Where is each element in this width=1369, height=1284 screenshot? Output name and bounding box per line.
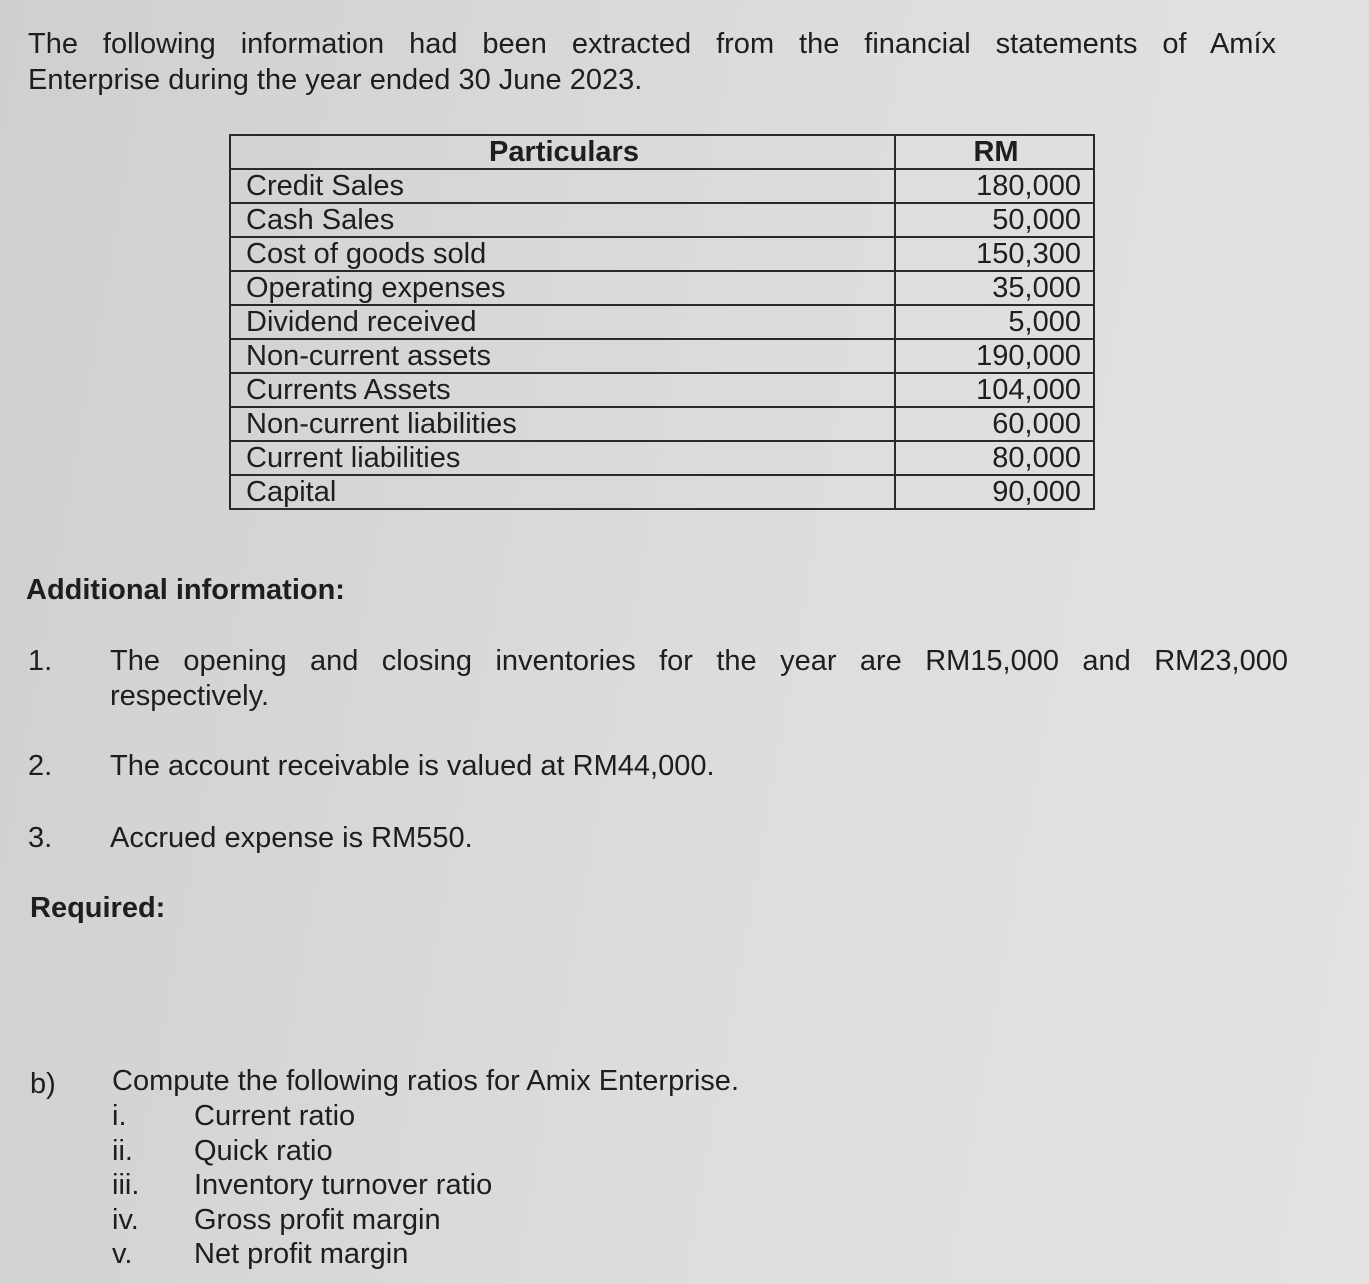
amount-cell: 50,000 <box>895 203 1094 237</box>
ratio-numeral: iv. <box>112 1203 139 1236</box>
amount-cell: 90,000 <box>895 475 1094 509</box>
required-heading: Required: <box>30 892 166 924</box>
ratio-numeral: ii. <box>112 1134 133 1167</box>
info-number: 2. <box>28 750 53 782</box>
ratio-text: Current ratio <box>194 1100 356 1132</box>
ratio-numeral: iii. <box>112 1169 140 1201</box>
intro-line-2: Enterprise during the year ended 30 June 2023. <box>28 64 643 96</box>
info-item-2 <box>28 749 715 784</box>
list-item <box>112 1134 739 1169</box>
question-b <box>30 1064 739 1272</box>
list-item <box>112 1099 739 1134</box>
amount-cell: 104,000 <box>895 373 1094 407</box>
list-item <box>112 1203 739 1238</box>
particular-cell: Non-current assets <box>230 339 895 373</box>
table-row <box>230 203 1094 237</box>
question-label: b) <box>30 1068 56 1100</box>
table-row <box>230 441 1094 475</box>
amount-cell: 150,300 <box>895 237 1094 271</box>
table-row <box>230 407 1094 441</box>
info-number: 1. <box>28 645 53 677</box>
table-row <box>230 271 1094 305</box>
particular-cell: Current liabilities <box>230 441 895 475</box>
info-text: Accrued expense is RM550. <box>110 822 473 854</box>
header-rm: RM <box>895 135 1094 169</box>
amount-cell: 35,000 <box>895 271 1094 305</box>
ratio-list <box>112 1099 739 1272</box>
particular-cell: Currents Assets <box>230 373 895 407</box>
particular-cell: Capital <box>230 475 895 509</box>
ratio-numeral: i. <box>112 1100 127 1132</box>
additional-info-heading: Additional information: <box>26 574 345 606</box>
particular-cell: Dividend received <box>230 305 895 339</box>
intro-paragraph <box>28 26 1276 98</box>
question-stem: Compute the following ratios for Amix Enterprise. <box>112 1065 739 1097</box>
ratio-numeral: v. <box>112 1238 133 1270</box>
particular-cell: Credit Sales <box>230 169 895 203</box>
list-item <box>112 1237 739 1272</box>
amount-cell: 80,000 <box>895 441 1094 475</box>
table-row <box>230 237 1094 271</box>
header-particulars: Particulars <box>230 135 895 169</box>
info-number: 3. <box>28 822 53 854</box>
info-item-3 <box>28 821 473 856</box>
financial-data-table <box>229 134 1095 510</box>
particular-cell: Cash Sales <box>230 203 895 237</box>
ratio-text: Gross profit margin <box>194 1203 441 1236</box>
table-row <box>230 373 1094 407</box>
info-item-1 <box>28 644 1288 714</box>
table-row <box>230 475 1094 509</box>
amount-cell: 5,000 <box>895 305 1094 339</box>
table-row <box>230 169 1094 203</box>
amount-cell: 190,000 <box>895 339 1094 373</box>
info-text-line-2: respectively. <box>110 680 270 712</box>
info-text: The account receivable is valued at RM44,000. <box>110 750 715 782</box>
table-row <box>230 305 1094 339</box>
list-item <box>112 1168 739 1203</box>
ratio-text: Net profit margin <box>194 1238 409 1270</box>
amount-cell: 180,000 <box>895 169 1094 203</box>
ratio-text: Quick ratio <box>194 1134 333 1167</box>
table-header-row <box>230 135 1094 169</box>
particular-cell: Non-current liabilities <box>230 407 895 441</box>
ratio-text: Inventory turnover ratio <box>194 1169 493 1201</box>
particular-cell: Cost of goods sold <box>230 237 895 271</box>
particular-cell: Operating expenses <box>230 271 895 305</box>
intro-line-1: The following information had been extracted from the financial statements of Amíx <box>28 28 1276 60</box>
table-row <box>230 339 1094 373</box>
info-text-line-1: The opening and closing inventories for the year are RM15,000 and RM23,000 <box>110 645 1288 677</box>
amount-cell: 60,000 <box>895 407 1094 441</box>
